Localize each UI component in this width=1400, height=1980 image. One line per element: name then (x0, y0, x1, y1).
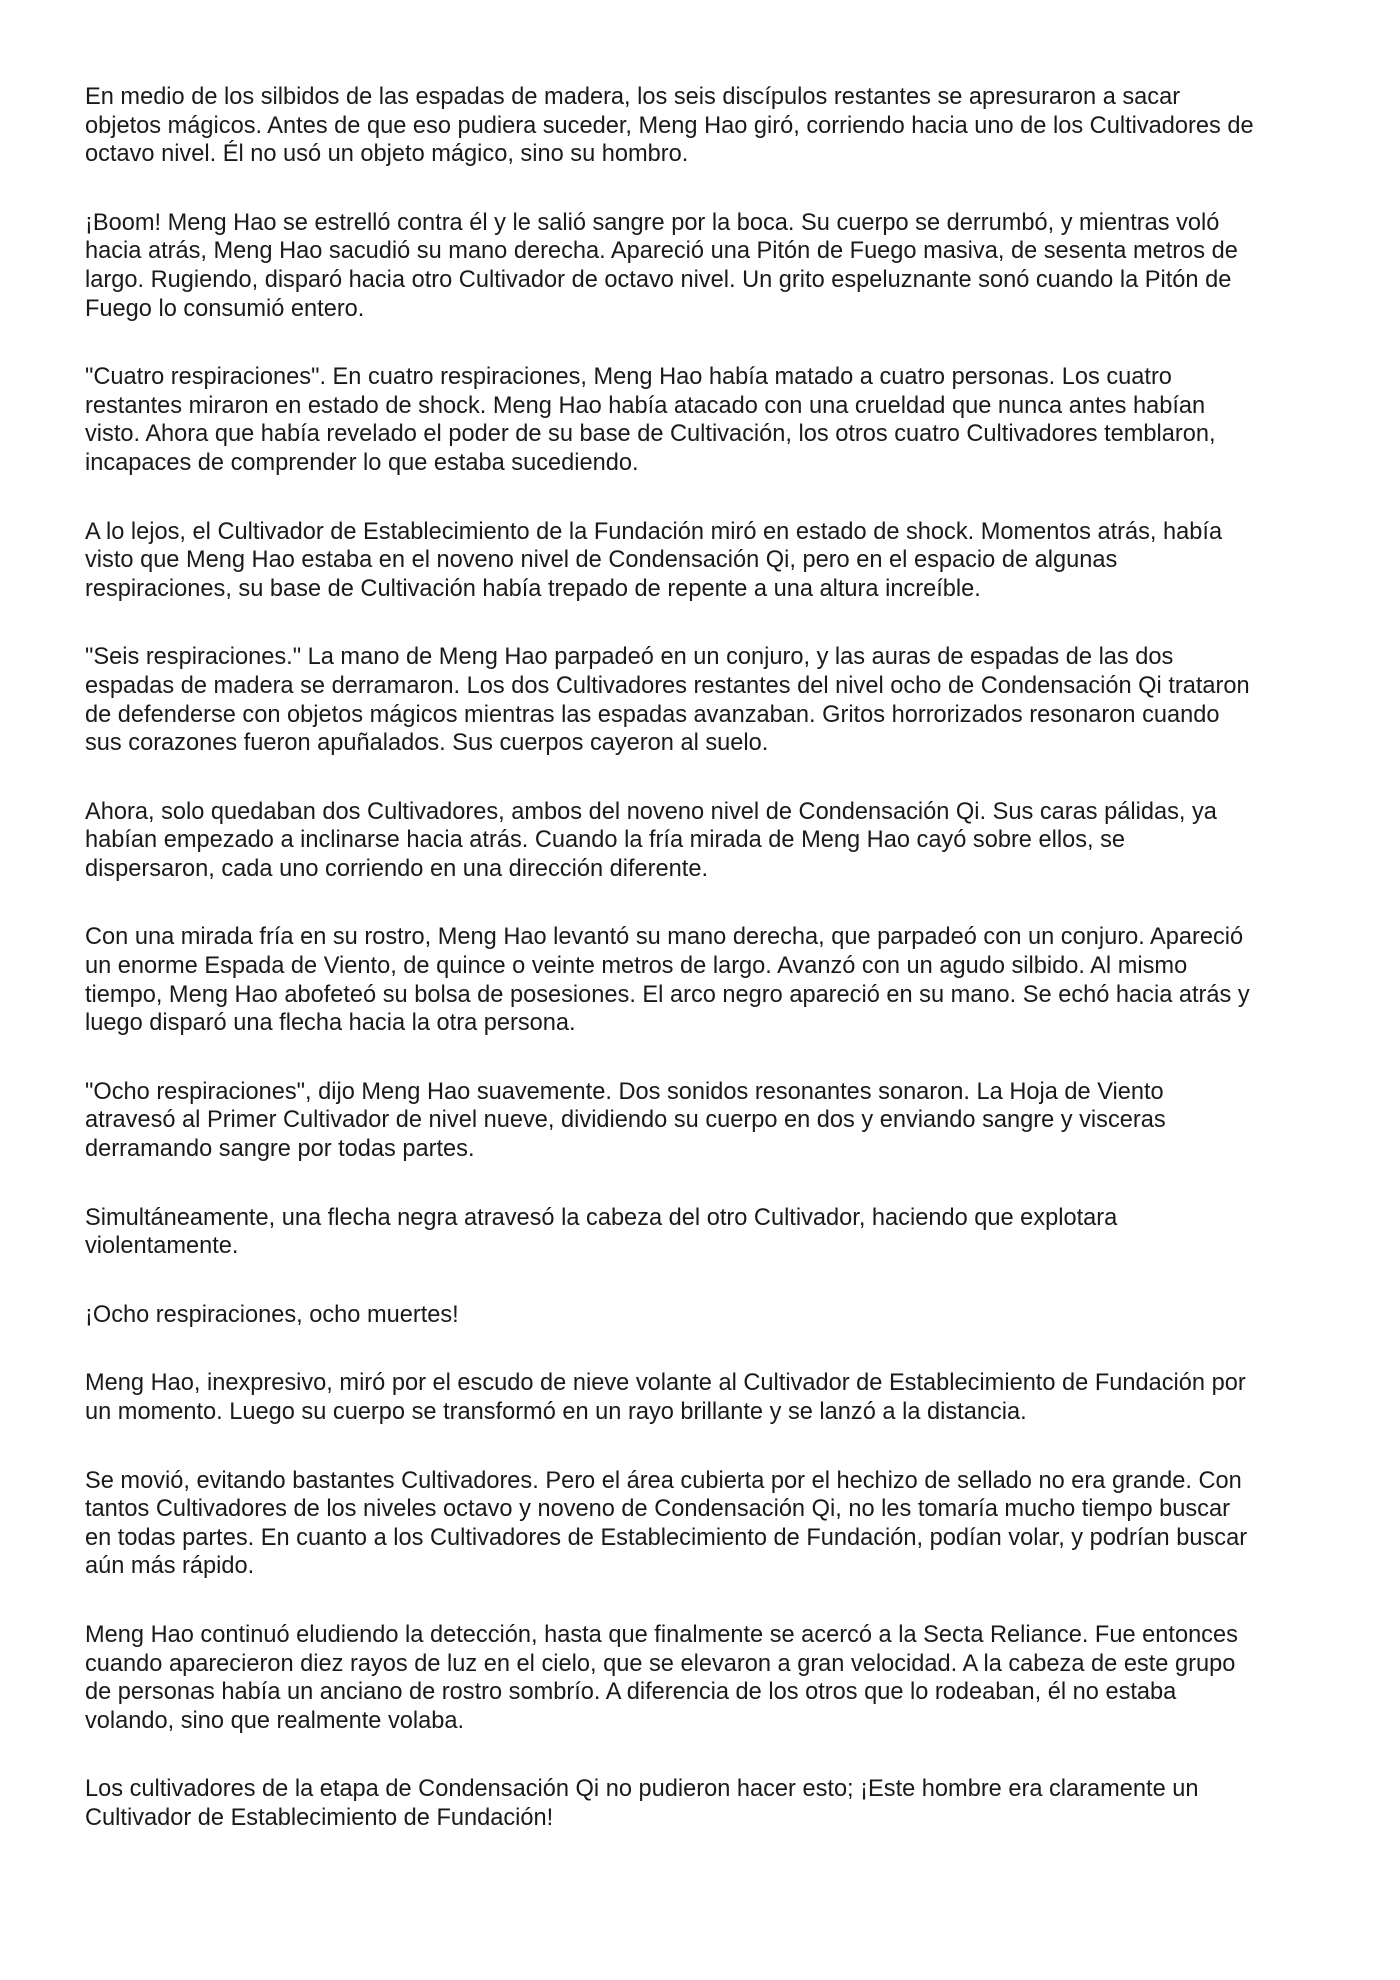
text-line: Meng Hao, inexpresivo, miró por el escudo de nieve volante al Cultivador de Establecimiento de Fundación por (85, 1370, 1246, 1397)
text-line: visto. Ahora que había revelado el poder de su base de Cultivación, los otros cuatro Cultivadores temblaron, (85, 421, 1216, 448)
text-line: En medio de los silbidos de las espadas de madera, los seis discípulos restantes se apresuraron a sacar (85, 84, 1181, 110)
document-page (85, 83, 1325, 1873)
text-line: tantos Cultivadores de los niveles octavo y noveno de Condensación Qi, no les tomaría mucho tiempo buscar (85, 1496, 1230, 1523)
text-line: de defenderse con objetos mágicos mientras las espadas avanzaban. Gritos horrorizados resonaron cuando (85, 701, 1220, 728)
text-line: tiempo, Meng Hao abofeteó su bolsa de posesiones. El arco negro apareció en su mano. Se echó hacia atrás y (85, 981, 1250, 1008)
text-line: violentamente. (85, 1233, 239, 1260)
text-line: restantes miraron en estado de shock. Meng Hao había atacado con una crueldad que nunca antes habían (85, 392, 1206, 419)
text-line: un momento. Luego su cuerpo se transformó en un rayo brillante y se lanzó a la distancia. (85, 1399, 1027, 1425)
text-line: habían empezado a inclinarse hacia atrás. Cuando la fría mirada de Meng Hao cayó sobre ellos, se (85, 827, 1126, 854)
paragraph (85, 1775, 1325, 1832)
text-line: Simultáneamente, una flecha negra atravesó la cabeza del otro Cultivador, haciendo que explotara (85, 1204, 1118, 1231)
text-line: respiraciones, su base de Cultivación había trepado de repente a una altura increíble. (85, 575, 981, 602)
text-line: ¡Boom! Meng Hao se estrelló contra él y le salió sangre por la boca. Su cuerpo se derrumbó, y mientras voló (85, 209, 1220, 236)
text-line: volando, sino que realmente volaba. (85, 1707, 465, 1734)
text-line: Los cultivadores de la etapa de Condensación Qi no pudieron hacer esto; ¡Este hombre era claramente un (85, 1776, 1199, 1803)
text-line: en todas partes. En cuanto a los Cultivadores de Establecimiento de Fundación, podían volar, y podrían buscar (85, 1524, 1248, 1551)
text-line: visto que Meng Hao estaba en el noveno nivel de Condensación Qi, pero en el espacio de algunas (85, 547, 1118, 574)
text-line: un enorme Espada de Viento, de quince o veinte metros de largo. Avanzó con un agudo silbido. Al mismo (85, 953, 1188, 980)
text-line: A lo lejos, el Cultivador de Establecimiento de la Fundación miró en estado de shock. Momentos atrás, había (85, 518, 1223, 545)
text-line: Cultivador de Establecimiento de Fundación! (85, 1804, 554, 1831)
text-line: hacia atrás, Meng Hao sacudió su mano derecha. Apareció una Pitón de Fuego masiva, de sesenta metros de (85, 238, 1238, 265)
text-line: objetos mágicos. Antes de que eso pudiera suceder, Meng Hao giró, corriendo hacia uno de los Cultivadores de (85, 112, 1254, 139)
text-line: "Cuatro respiraciones". En cuatro respiraciones, Meng Hao había matado a cuatro personas. Los cuatro (85, 364, 1172, 391)
text-line: derramando sangre por todas partes. (85, 1136, 475, 1163)
text-line: "Ocho respiraciones", dijo Meng Hao suavemente. Dos sonidos resonantes sonaron. La Hoja de Viento (85, 1078, 1164, 1105)
text-line: Fuego lo consumió entero. (85, 295, 365, 322)
text-line: sus corazones fueron apuñalados. Sus cuerpos cayeron al suelo. (85, 730, 769, 757)
text-line: Meng Hao continuó eludiendo la detección, hasta que finalmente se acercó a la Secta Reliance. Fue entonces (85, 1621, 1238, 1648)
text-line: Ahora, solo quedaban dos Cultivadores, ambos del noveno nivel de Condensación Qi. Sus caras pálidas, ya (85, 798, 1217, 825)
text-line: atravesó al Primer Cultivador de nivel nueve, dividiendo su cuerpo en dos y enviando sangre y visceras (85, 1107, 1166, 1134)
paragraph (85, 518, 1325, 604)
text-line: incapaces de comprender lo que estaba sucediendo. (85, 449, 639, 476)
text-line: dispersaron, cada uno corriendo en una dirección diferente. (85, 855, 709, 882)
paragraph (85, 83, 1325, 169)
text-line: cuando aparecieron diez rayos de luz en el cielo, que se elevaron a gran velocidad. A la cabeza de este grupo (85, 1650, 1236, 1677)
text-line: largo. Rugiendo, disparó hacia otro Cultivador de octavo nivel. Un grito espeluznante sonó cuando la Pitón de (85, 266, 1232, 293)
text-line: espadas de madera se derramaron. Los dos Cultivadores restantes del nivel ocho de Condensación Qi trataron (85, 672, 1250, 699)
text-line: Con una mirada fría en su rostro, Meng Hao levantó su mano derecha, que parpadeó con un conjuro. Apareció (85, 924, 1244, 951)
text-line: de personas había un anciano de rostro sombrío. A diferencia de los otros que lo rodeaban, él no estaba (85, 1679, 1177, 1706)
paragraph (85, 1204, 1325, 1261)
paragraph (85, 1467, 1325, 1581)
paragraph (85, 1078, 1325, 1164)
paragraph (85, 363, 1325, 477)
paragraph (85, 643, 1325, 757)
text-line: Se movió, evitando bastantes Cultivadores. Pero el área cubierta por el hechizo de sellado no era grande. Con (85, 1467, 1242, 1494)
text-line: aún más rápido. (85, 1553, 255, 1580)
paragraph (85, 798, 1325, 884)
text-line: "Seis respiraciones." La mano de Meng Hao parpadeó en un conjuro, y las auras de espadas de las dos (85, 644, 1174, 671)
text-line: luego disparó una flecha hacia la otra persona. (85, 1010, 576, 1037)
text-line: octavo nivel. Él no usó un objeto mágico, sino su hombro. (85, 141, 689, 168)
paragraph (85, 1369, 1325, 1426)
paragraph (85, 209, 1325, 323)
text-line: ¡Ocho respiraciones, ocho muertes! (85, 1301, 459, 1328)
paragraph (85, 1301, 1325, 1330)
paragraph (85, 1621, 1325, 1735)
paragraph (85, 923, 1325, 1037)
